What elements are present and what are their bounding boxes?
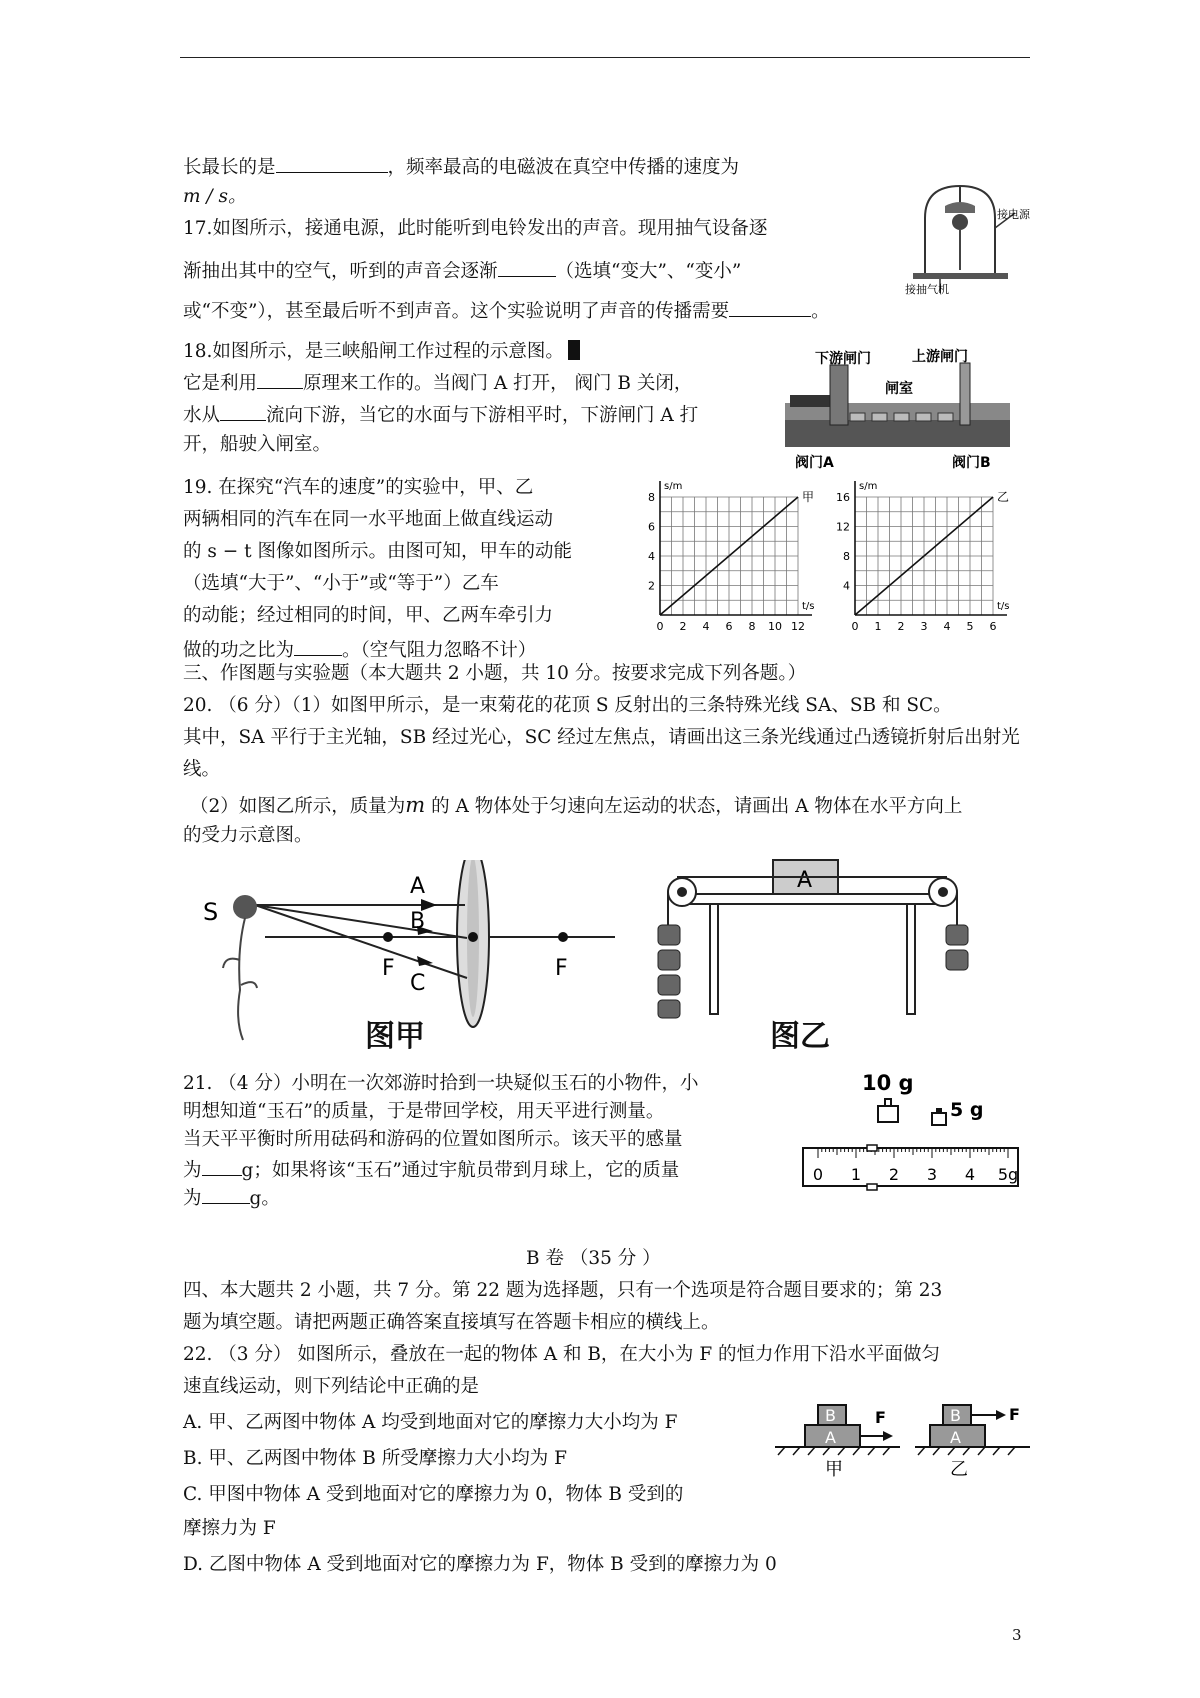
pulley-table-figure xyxy=(655,855,975,1020)
q16-line1: 长最长的是 ，频率最高的电磁波在真空中传播的速度为 xyxy=(183,157,740,178)
q19-line4: （选填“大于”、“小于”或“等于”）乙车 xyxy=(183,573,499,594)
scale-label: 1 xyxy=(850,1165,862,1184)
optical-center xyxy=(468,932,478,942)
label-c: C xyxy=(410,971,426,996)
ship-lock-figure xyxy=(780,345,1015,470)
q18-line2: 它是利用 原理来工作的。当阀门 A 打开， 阀门 B 关闭， xyxy=(183,373,693,394)
x-tick-label: 0 xyxy=(656,620,664,633)
bell-jar-figure xyxy=(905,178,1035,298)
hanging-weights-right xyxy=(946,925,968,970)
label-s: S xyxy=(203,898,219,926)
svg-text:B: B xyxy=(950,1406,961,1425)
scale-label: 4 xyxy=(964,1165,976,1184)
label-a: A xyxy=(410,874,426,899)
label-upper-gate: 上游闸门 xyxy=(912,349,968,365)
label-power: 接电源 xyxy=(997,208,1030,221)
x-tick-label: 10 xyxy=(768,620,782,633)
block-a-label: A xyxy=(797,868,813,893)
x-tick-label: 12 xyxy=(791,620,805,633)
y-tick-label: 2 xyxy=(648,579,655,593)
rider-scale xyxy=(803,1148,1018,1186)
scale-label: 2 xyxy=(888,1165,900,1184)
svg-text:A: A xyxy=(950,1428,961,1447)
section3-heading: 三、作图题与实验题（本大题共 2 小题，共 10 分。按要求完成下列各题。） xyxy=(183,663,807,684)
y-tick-label: 8 xyxy=(843,550,850,563)
q19-line1: 19. 在探究“汽车的速度”的实验中，甲、乙 xyxy=(183,477,534,498)
answer-blank[interactable] xyxy=(294,639,342,656)
q22-option-b[interactable]: B. 甲、乙两图中物体 B 所受摩擦力大小均为 F xyxy=(183,1448,567,1469)
q21-line1: 21. （4 分）小明在一次郊游时拾到一块疑似玉石的小物件，小 xyxy=(183,1073,699,1094)
focal-point-right xyxy=(558,932,568,942)
label-pump: 接抽气机 xyxy=(905,283,949,296)
q20-line3: 线。 xyxy=(183,759,221,780)
y-tick-label: 4 xyxy=(648,550,655,563)
y-tick-label: 8 xyxy=(648,491,655,504)
fig-jia xyxy=(775,1405,900,1480)
section-b-heading-line2: 题为填空题。请把两题正确答案直接填写在答题卡相应的横线上。 xyxy=(183,1312,720,1333)
label-valve-b: 阀门B xyxy=(952,455,991,470)
q17-line2: 渐抽出其中的空气，听到的声音会逐渐 （选填“变大”、“变小” xyxy=(183,261,742,282)
x-tick-label: 4 xyxy=(943,620,951,633)
x-tick-label: 4 xyxy=(702,620,710,633)
q21-line5: 为 g。 xyxy=(183,1188,280,1209)
answer-blank[interactable] xyxy=(276,156,388,173)
fig-jia-caption: 图甲 xyxy=(365,1019,425,1054)
black-marker xyxy=(568,340,580,360)
y-axis-label: s/m xyxy=(859,481,878,492)
section-b-heading-line1: 四、本大题共 2 小题，共 7 分。第 22 题为选择题，只有一个选项是符合题目要求的；第 23 xyxy=(183,1280,943,1301)
label-valve-a: 阀门A xyxy=(795,455,834,470)
focal-point-left xyxy=(383,932,393,942)
x-tick-label: 2 xyxy=(679,620,687,633)
q18-line4: 开，船驶入闸室。 xyxy=(183,434,332,455)
q22-option-c-cont: 摩擦力为 F xyxy=(183,1518,276,1539)
x-tick-label: 2 xyxy=(897,620,905,633)
label-yi: 乙 xyxy=(950,1459,968,1480)
q18-line1: 18.如图所示，是三峡船闸工作过程的示意图。 xyxy=(183,340,580,362)
series-name: 甲 xyxy=(802,490,815,504)
y-tick-label: 16 xyxy=(836,491,850,504)
weight-5g-label: 5 g xyxy=(950,1099,984,1121)
fig-yi xyxy=(915,1405,1030,1480)
answer-blank[interactable] xyxy=(729,300,811,317)
q22-option-a[interactable]: A. 甲、乙两图中物体 A 均受到地面对它的摩擦力大小均为 F xyxy=(183,1412,678,1433)
label-f-right: F xyxy=(555,956,568,981)
x-axis-label: t/s xyxy=(997,601,1010,612)
rider[interactable] xyxy=(867,1145,877,1151)
section-b-title: B 卷 （35 分 ） xyxy=(526,1248,661,1269)
q20-line4: （2）如图乙所示，质量为m 的 A 物体处于匀速向左运动的状态，请画出 A 物体在水平方向上 xyxy=(190,793,963,817)
y-axis-label: s/m xyxy=(664,481,683,492)
q20-line1: 20. （6 分）（1）如图甲所示，是一束菊花的花顶 S 反射出的三条特殊光线 SA、SB 和 SC。 xyxy=(183,695,952,716)
balance-figure xyxy=(800,1068,1025,1198)
series-name: 乙 xyxy=(997,490,1010,504)
q18-line3: 水从 流向下游，当它的水面与下游相平时，下游闸门 A 打 xyxy=(183,405,699,426)
label-b: B xyxy=(410,909,426,934)
weight-10g xyxy=(878,1099,898,1122)
header-rule xyxy=(180,57,1030,58)
x-tick-label: 3 xyxy=(920,620,928,633)
weight-10g-label: 10 g xyxy=(862,1071,914,1095)
x-tick-label: 8 xyxy=(748,620,756,633)
answer-blank[interactable] xyxy=(220,404,266,421)
q21-line4: 为 g；如果将该“玉石”通过宇航员带到月球上，它的质量 xyxy=(183,1160,680,1181)
x-tick-label: 1 xyxy=(874,620,882,633)
label-lower-gate: 下游闸门 xyxy=(815,351,871,367)
svg-text:F: F xyxy=(875,1408,886,1427)
q22-option-d[interactable]: D. 乙图中物体 A 受到地面对它的摩擦力为 F，物体 B 受到的摩擦力为 0 xyxy=(183,1554,777,1575)
page-number: 3 xyxy=(1012,1626,1022,1644)
label-f-left: F xyxy=(382,956,395,981)
st-chart-jia xyxy=(635,475,825,640)
label-chamber: 闸室 xyxy=(885,381,913,397)
weight-5g xyxy=(932,1108,946,1125)
scale-label: 5g xyxy=(997,1165,1019,1184)
q22-line2: 速直线运动，则下列结论中正确的是 xyxy=(183,1376,480,1397)
stacked-blocks-figure xyxy=(775,1395,1030,1480)
q17-line1: 17.如图所示，接通电源，此时能听到电铃发出的声音。现用抽气设备逐 xyxy=(183,218,768,239)
y-tick-label: 12 xyxy=(836,520,850,534)
svg-text:B: B xyxy=(825,1406,836,1425)
x-tick-label: 6 xyxy=(989,620,997,633)
q19-line6: 做的功之比为 。（空气阻力忽略不计） xyxy=(183,640,537,661)
q20-line5: 的受力示意图。 xyxy=(183,825,313,846)
q22-line1: 22. （3 分） 如图所示，叠放在一起的物体 A 和 B，在大小为 F 的恒力作用下沿水平面做匀 xyxy=(183,1344,941,1365)
svg-text:A: A xyxy=(825,1428,836,1447)
y-tick-label: 6 xyxy=(648,520,655,534)
q16-line2: m / s。 xyxy=(183,186,247,207)
q21-line3: 当天平平衡时所用砝码和游码的位置如图所示。该天平的感量 xyxy=(183,1129,683,1150)
q21-line2: 明想知道“玉石”的质量，于是带回学校，用天平进行测量。 xyxy=(183,1101,665,1122)
q19-line3: 的 s − t 图像如图所示。由图可知，甲车的动能 xyxy=(183,541,572,562)
scale-label: 0 xyxy=(812,1165,824,1184)
x-axis-label: t/s xyxy=(802,601,815,612)
y-tick-label: 4 xyxy=(843,579,850,593)
q19-line5: 的动能；经过相同的时间，甲、乙两车牵引力 xyxy=(183,605,554,626)
q20-line2: 其中，SA 平行于主光轴，SB 经过光心，SC 经过左焦点，请画出这三条光线通过凸透镜折射后出射光 xyxy=(183,727,1020,748)
answer-blank[interactable] xyxy=(498,260,556,277)
q19-line2: 两辆相同的汽车在同一水平地面上做直线运动 xyxy=(183,509,554,530)
scale-label: 3 xyxy=(926,1165,938,1184)
hanging-weights-left xyxy=(658,925,680,1018)
answer-blank[interactable] xyxy=(257,372,303,389)
answer-blank[interactable] xyxy=(202,1159,242,1176)
st-chart-yi xyxy=(830,475,1025,640)
answer-blank[interactable] xyxy=(202,1187,250,1204)
x-tick-label: 5 xyxy=(966,620,974,633)
q22-option-c[interactable]: C. 甲图中物体 A 受到地面对它的摩擦力为 0，物体 B 受到的 xyxy=(183,1484,684,1505)
label-jia: 甲 xyxy=(825,1459,843,1480)
x-tick-label: 6 xyxy=(725,620,733,633)
flower-head xyxy=(233,895,257,919)
x-tick-label: 0 xyxy=(851,620,859,633)
fig-yi-caption: 图乙 xyxy=(770,1019,830,1054)
q17-line3: 或“不变”），甚至最后听不到声音。这个实验说明了声音的传播需要 。 xyxy=(183,301,830,322)
svg-text:F: F xyxy=(1009,1405,1020,1424)
